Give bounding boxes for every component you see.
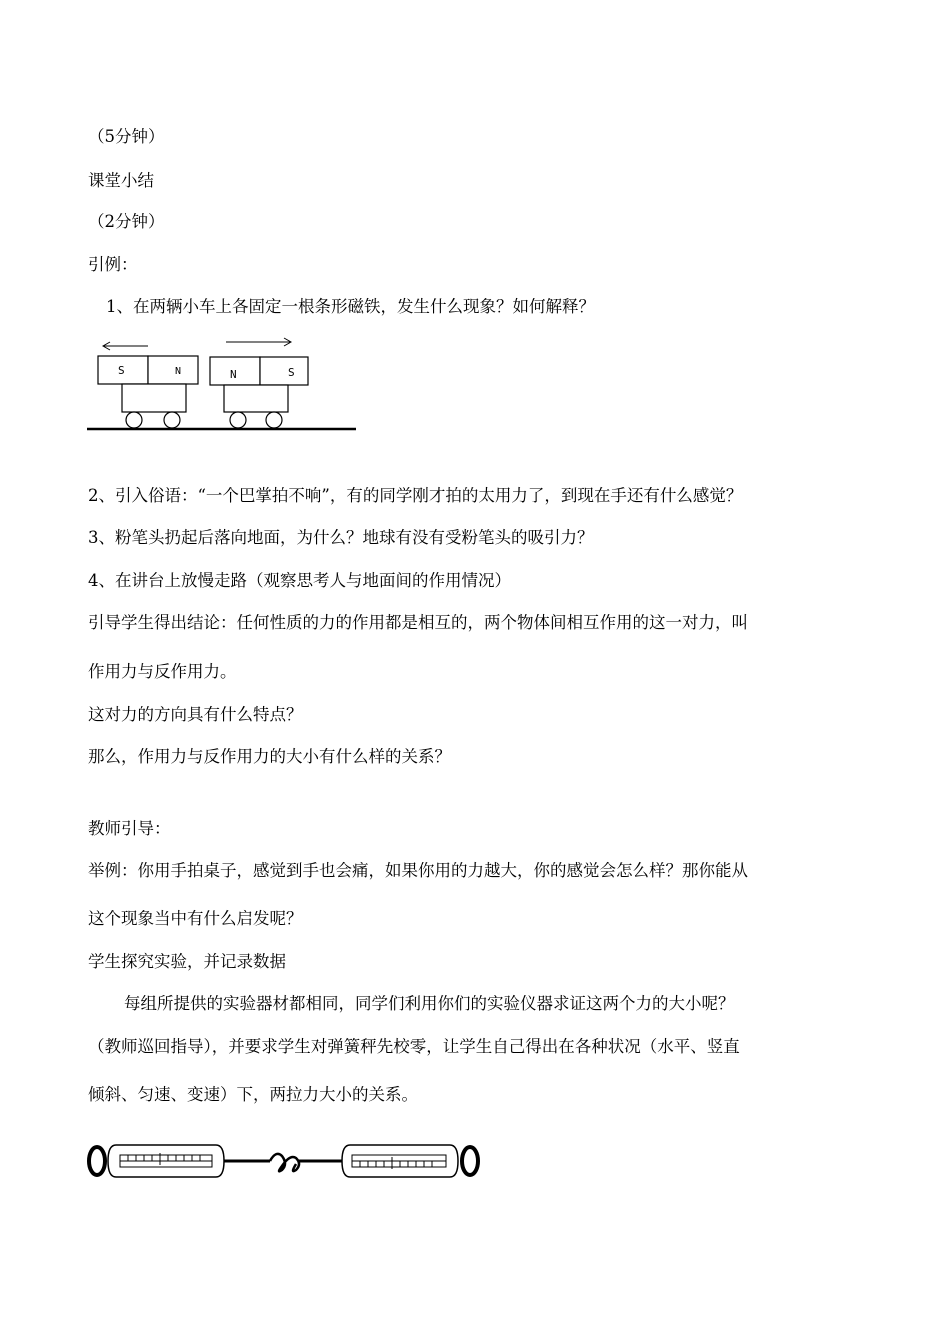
text-line: 1、在两辆小车上各固定一根条形磁铁，发生什么现象？如何解释？ (106, 297, 595, 316)
text-line: 课堂小结 (88, 171, 154, 190)
text-line: 作用力与反作用力。 (88, 662, 237, 681)
text-line: 引导学生得出结论：任何性质的力的作用都是相互的，两个物体间相互作用的这一对力，叫 (88, 613, 748, 632)
pole-label: N (175, 366, 182, 377)
text-line: 引例： (88, 255, 138, 274)
text-line: （2分钟） (88, 212, 165, 231)
text-line: （教师巡回指导），并要求学生对弹簧秤先校零，让学生自己得出在各种状况（水平、竖直 (88, 1037, 740, 1056)
pole-label: N (230, 368, 237, 381)
text-line: 倾斜、匀速、变速）下，两拉力大小的关系。 (88, 1085, 418, 1104)
text-line: 这个现象当中有什么启发呢？ (88, 909, 303, 928)
pole-label: S (288, 366, 295, 379)
pole-label: S (118, 364, 125, 377)
text-line: （5分钟） (88, 127, 165, 146)
text-line: 那么，作用力与反作用力的大小有什么样的关系？ (88, 747, 451, 766)
text-line: 举例：你用手拍桌子，感觉到手也会痛，如果你用的力越大，你的感觉会怎么样？那你能从 (88, 861, 748, 880)
spring-scales-figure (84, 1140, 486, 1184)
text-line: 教师引导： (88, 819, 171, 838)
text-line: 3、粉笔头扔起后落向地面，为什么？地球有没有受粉笔头的吸引力？ (88, 528, 594, 547)
text-line: 每组所提供的实验器材都相同，同学们利用你们的实验仪器求证这两个力的大小呢？ (124, 994, 735, 1013)
text-line: 学生探究实验，并记录数据 (88, 952, 286, 971)
text-line: 2、引入俗语：“一个巴掌拍不响”，有的同学刚才拍的太用力了，到现在手还有什么感觉？ (88, 486, 743, 505)
text-line: 这对力的方向具有什么特点？ (88, 705, 303, 724)
text-line: 4、在讲台上放慢走路（观察思考人与地面间的作用情况） (88, 571, 511, 590)
magnet-carts-figure (86, 334, 358, 436)
